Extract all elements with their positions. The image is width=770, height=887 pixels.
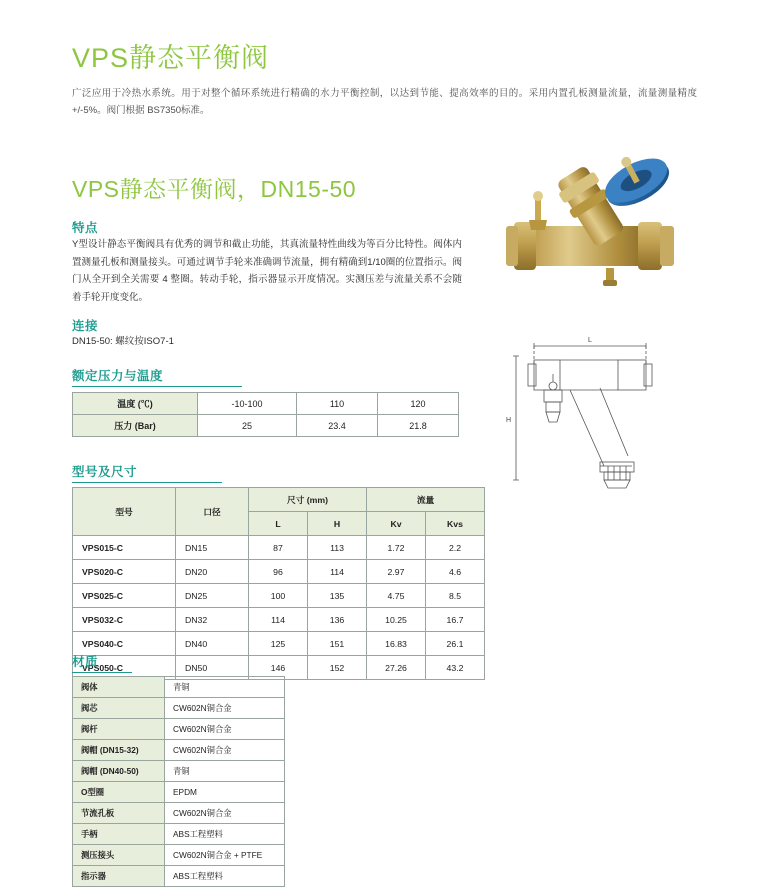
cell-material: ABS工程塑料 [165, 824, 285, 845]
cell-material: 青铜 [165, 677, 285, 698]
col-h: H [308, 512, 367, 536]
cell-part: 手柄 [73, 824, 165, 845]
materials-heading: 材质 [72, 652, 132, 673]
cell-kvs: 2.2 [426, 536, 485, 560]
rated-cell: 23.4 [297, 415, 378, 437]
cell-part: O型圈 [73, 782, 165, 803]
cell-part: 阀体 [73, 677, 165, 698]
table-row [73, 584, 485, 608]
col-l: L [249, 512, 308, 536]
rated-row-label: 压力 (Bar) [73, 415, 198, 437]
cell-part: 阀帽 (DN15-32) [73, 740, 165, 761]
cell-dn: DN25 [176, 584, 249, 608]
cell-model: VPS020-C [73, 560, 176, 584]
cell-dn: DN20 [176, 560, 249, 584]
valve-body-illustration [506, 148, 676, 286]
cell-material: 青铜 [165, 761, 285, 782]
table-row [73, 632, 485, 656]
table-row [73, 536, 485, 560]
rated-cell: 110 [297, 393, 378, 415]
cell-kvs: 43.2 [426, 656, 485, 680]
cell-part: 阀杆 [73, 719, 165, 740]
table-row [73, 560, 485, 584]
page-title: VPS静态平衡阀 [72, 43, 270, 74]
cell-l: 146 [249, 656, 308, 680]
cell-kv: 1.72 [367, 536, 426, 560]
table-row [73, 866, 285, 887]
dimension-label-h: H [506, 417, 512, 424]
table-row [73, 803, 285, 824]
materials-table [72, 676, 285, 887]
features-heading: 特点 [72, 221, 99, 235]
features-text: Y型设计静态平衡阀具有优秀的调节和截止功能，其真流量特性曲线为等百分比特性。阀体内置测量孔板和测量接头。可通过调节手轮来准确调节流量，拥有精确到1/10圈的位置指示。阀门从全开到全关需要 4 整圈。转动手轮，指示器显示开度情况。实测压差与流量关系不会随着手轮开度变化。 [72, 239, 462, 303]
cell-l: 100 [249, 584, 308, 608]
cell-kv: 27.26 [367, 656, 426, 680]
models-heading: 型号及尺寸 [72, 462, 222, 483]
col-kvs: Kvs [426, 512, 485, 536]
col-size-group: 尺寸 (mm) [249, 488, 367, 512]
connection-text: DN15-50: 螺纹按ISO7-1 [72, 336, 174, 347]
rated-row-label: 温度 (℃) [73, 393, 198, 415]
cell-dn: DN15 [176, 536, 249, 560]
cell-dn: DN50 [176, 656, 249, 680]
cell-kv: 2.97 [367, 560, 426, 584]
cell-kv: 16.83 [367, 632, 426, 656]
rated-cell: 21.8 [378, 415, 459, 437]
cell-model: VPS032-C [73, 608, 176, 632]
dimension-label-l: L [588, 337, 592, 344]
table-row [73, 761, 285, 782]
cell-l: 87 [249, 536, 308, 560]
rated-cell: 25 [198, 415, 297, 437]
table-header-row [73, 488, 485, 512]
table-row [73, 782, 285, 803]
cell-h: 113 [308, 536, 367, 560]
cell-material: CW602N铜合金 [165, 803, 285, 824]
table-row [73, 824, 285, 845]
cell-model: VPS040-C [73, 632, 176, 656]
table-row [73, 719, 285, 740]
col-caliber: 口径 [176, 488, 249, 536]
product-subtitle: VPS静态平衡阀，DN15-50 [72, 176, 357, 203]
cell-kvs: 4.6 [426, 560, 485, 584]
col-kv: Kv [367, 512, 426, 536]
table-row [73, 677, 285, 698]
cell-part: 节流孔板 [73, 803, 165, 824]
rated-cell: 120 [378, 393, 459, 415]
cell-dn: DN32 [176, 608, 249, 632]
connection-heading: 连接 [72, 319, 99, 333]
cell-model: VPS025-C [73, 584, 176, 608]
cell-dn: DN40 [176, 632, 249, 656]
cell-material: CW602N铜合金 [165, 719, 285, 740]
cell-h: 152 [308, 656, 367, 680]
cell-l: 96 [249, 560, 308, 584]
product-photo [492, 148, 707, 318]
cell-material: ABS工程塑料 [165, 866, 285, 887]
cell-h: 135 [308, 584, 367, 608]
cell-h: 136 [308, 608, 367, 632]
cell-model: VPS050-C [73, 656, 176, 680]
cell-l: 114 [249, 608, 308, 632]
col-model: 型号 [73, 488, 176, 536]
technical-drawing [500, 330, 700, 510]
cell-kvs: 8.5 [426, 584, 485, 608]
table-row [73, 845, 285, 866]
intro-paragraph: 广泛应用于冷热水系统。用于对整个循环系统进行精确的水力平衡控制，以达到节能、提高效率的目的。采用内置孔板测量流量，流量测量精度+/-5%。阀门根据 BS7350标准。 [72, 88, 697, 116]
cell-part: 测压接头 [73, 845, 165, 866]
cell-part: 阀帽 (DN40-50) [73, 761, 165, 782]
table-row [73, 393, 459, 415]
cell-part: 指示器 [73, 866, 165, 887]
cell-material: CW602N铜合金 + PTFE [165, 845, 285, 866]
table-row [73, 698, 285, 719]
cell-part: 阀芯 [73, 698, 165, 719]
table-row [73, 740, 285, 761]
cell-l: 125 [249, 632, 308, 656]
cell-h: 114 [308, 560, 367, 584]
cell-material: CW602N铜合金 [165, 740, 285, 761]
cell-material: EPDM [165, 782, 285, 803]
models-table [72, 487, 485, 680]
cell-kvs: 26.1 [426, 632, 485, 656]
cell-h: 151 [308, 632, 367, 656]
rated-pressure-table [72, 392, 459, 437]
col-flow-group: 流量 [367, 488, 485, 512]
cell-kv: 4.75 [367, 584, 426, 608]
rated-cell: -10-100 [198, 393, 297, 415]
table-row [73, 608, 485, 632]
cell-kv: 10.25 [367, 608, 426, 632]
rated-heading: 额定压力与温度 [72, 366, 242, 387]
cell-material: CW602N铜合金 [165, 698, 285, 719]
cell-kvs: 16.7 [426, 608, 485, 632]
cell-model: VPS015-C [73, 536, 176, 560]
table-row [73, 415, 459, 437]
